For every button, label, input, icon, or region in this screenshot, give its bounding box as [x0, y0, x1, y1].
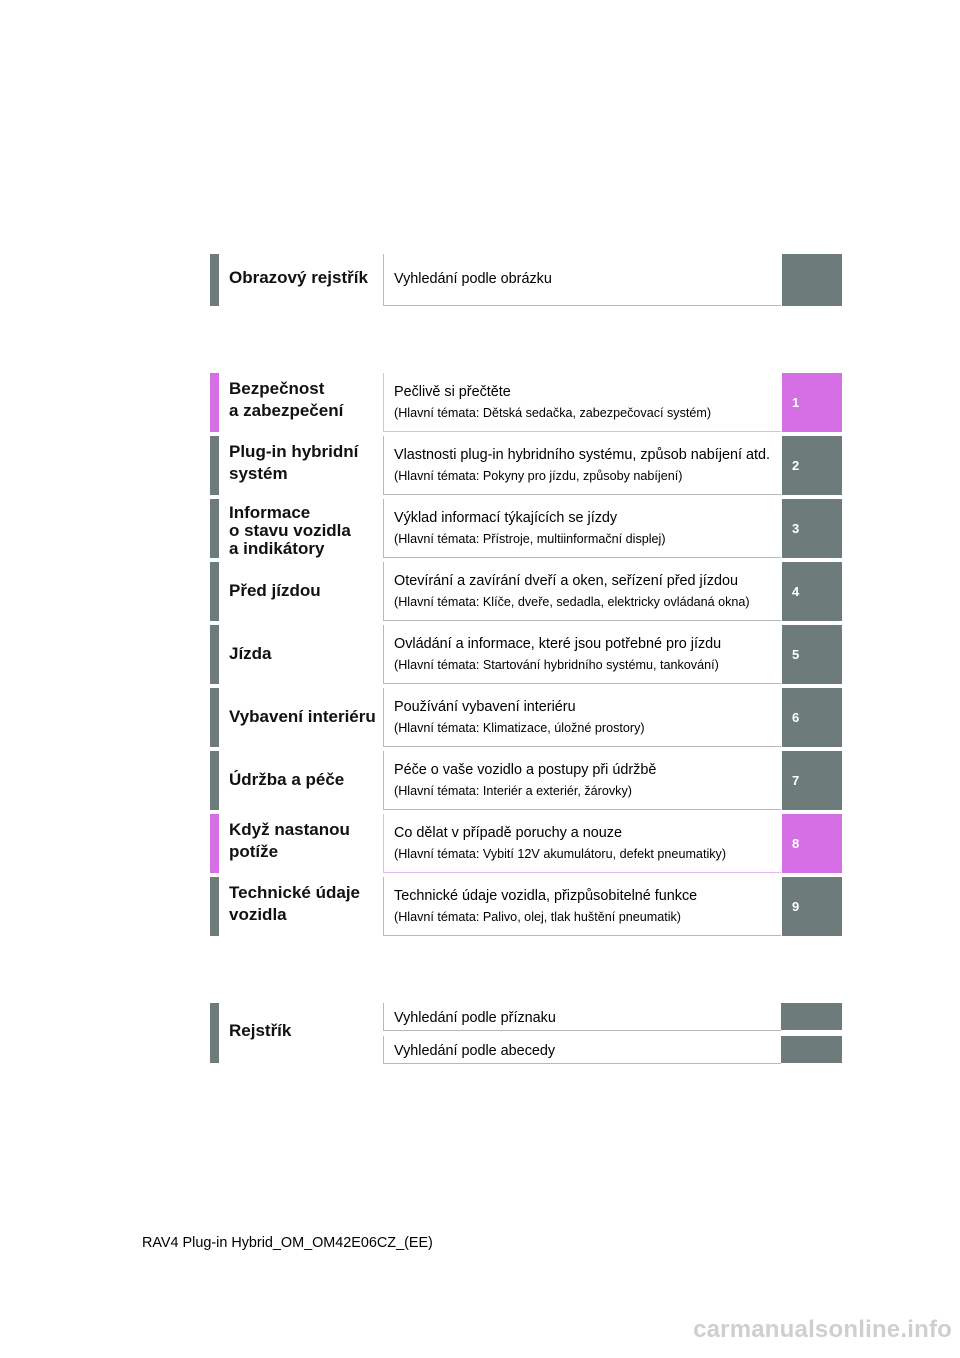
index-tab: [781, 1003, 842, 1030]
description-topics: (Hlavní témata: Palivo, olej, tlak huštění pneumatik): [394, 910, 681, 924]
chapter-description: [383, 562, 781, 621]
chapter-tab[interactable]: [782, 254, 842, 306]
description-topics: (Hlavní témata: Startování hybridního systému, tankování): [394, 658, 719, 672]
index-tab: [781, 1036, 842, 1063]
chapter-title: [229, 769, 385, 791]
chapter-row-8[interactable]: [210, 814, 842, 873]
description-main: Péče o vaše vozidlo a postupy při údržbě: [394, 762, 657, 778]
document-footer: RAV4 Plug-in Hybrid_OM_OM42E06CZ_(EE): [142, 1235, 433, 1251]
chapter-title: [229, 441, 385, 485]
chapter-number: 1: [792, 395, 800, 410]
chapter-title-line: Vybavení interiéru: [229, 707, 376, 726]
description-main: Používání vybavení interiéru: [394, 699, 576, 715]
chapter-number: 4: [792, 584, 800, 599]
chapter-row-1[interactable]: [210, 373, 842, 432]
chapter-number: 2: [792, 458, 800, 473]
index-item-label: Vyhledání podle abecedy: [394, 1043, 556, 1059]
chapter-tab[interactable]: [782, 373, 842, 432]
chapter-row-5[interactable]: [210, 625, 842, 684]
description-topics: (Hlavní témata: Přístroje, multiinformační displej): [394, 532, 666, 546]
section-bar: [210, 688, 219, 747]
chapter-title-line: a indikátory: [229, 539, 325, 558]
chapter-row-6[interactable]: [210, 688, 842, 747]
chapter-title-line: a zabezpečení: [229, 401, 344, 420]
description-main: Ovládání a informace, které jsou potřebné pro jízdu: [394, 636, 722, 652]
chapter-tab[interactable]: [782, 625, 842, 684]
chapter-tab[interactable]: [782, 814, 842, 873]
description-main: Pečlivě si přečtěte: [394, 384, 511, 400]
chapter-description: [383, 499, 781, 558]
chapter-number: 3: [792, 521, 800, 536]
description-main: Vlastnosti plug-in hybridního systému, způsob nabíjení atd.: [394, 447, 770, 463]
chapter-description: [383, 436, 781, 495]
chapter-title: [229, 819, 385, 863]
chapter-title: [229, 882, 385, 926]
chapter-title-line: o stavu vozidla: [229, 521, 351, 540]
chapter-description: [383, 625, 781, 684]
section-bar: [210, 254, 219, 306]
description-topics: (Hlavní témata: Dětská sedačka, zabezpečovací systém): [394, 406, 712, 420]
chapter-title-line: Bezpečnost: [229, 379, 325, 398]
chapter-title-line: potíže: [229, 842, 279, 861]
chapter-tab[interactable]: [782, 877, 842, 936]
chapter-tab[interactable]: [782, 751, 842, 810]
chapter-row-2[interactable]: [210, 436, 842, 495]
description-main: Technické údaje vozidla, přizpůsobitelné funkce: [394, 888, 698, 904]
description-topics: (Hlavní témata: Pokyny pro jízdu, způsoby nabíjení): [394, 469, 683, 483]
index-item-symptom[interactable]: [383, 1003, 960, 1031]
chapter-number: 6: [792, 710, 800, 725]
chapter-title-line: Informace: [229, 503, 311, 522]
chapter-row-7[interactable]: [210, 751, 842, 810]
chapter-title-line: Plug-in hybridní: [229, 442, 359, 461]
chapter-title-line: Technické údaje: [229, 883, 361, 902]
description-main: Výklad informací týkajících se jízdy: [394, 510, 618, 526]
chapter-number: 5: [792, 647, 800, 662]
section-bar: [210, 436, 219, 495]
chapter-title-line: Údržba a péče: [229, 770, 345, 789]
chapter-title-line: systém: [229, 464, 288, 483]
index-item-label: Vyhledání podle příznaku: [394, 1010, 556, 1026]
chapter-tab[interactable]: [782, 688, 842, 747]
description-topics: (Hlavní témata: Klimatizace, úložné prostory): [394, 721, 645, 735]
chapter-title-line: vozidla: [229, 905, 287, 924]
chapter-title-line: Když nastanou: [229, 820, 350, 839]
chapter-tab[interactable]: [782, 562, 842, 621]
chapter-description: [383, 751, 781, 810]
chapter-number: 8: [792, 836, 800, 851]
chapter-row-4[interactable]: [210, 562, 842, 621]
section-bar: [210, 814, 219, 873]
watermark: carmanualsonline.info: [693, 1316, 952, 1343]
index-row: [210, 1003, 842, 1063]
chapter-title: [229, 706, 385, 728]
section-bar: [210, 499, 219, 558]
section-bar: [210, 562, 219, 621]
chapter-description: [383, 688, 781, 747]
chapter-title: [229, 580, 385, 602]
chapter-number: 7: [792, 773, 800, 788]
chapter-description: [383, 814, 781, 873]
chapter-title: [229, 378, 385, 422]
section-bar: [210, 751, 219, 810]
description-topics: (Hlavní témata: Vybití 12V akumulátoru, defekt pneumatiky): [394, 847, 727, 861]
description-main: Otevírání a zavírání dveří a oken, seřízení před jízdou: [394, 573, 738, 589]
section-bar: [210, 373, 219, 432]
chapter-title-line: Jízda: [229, 644, 272, 663]
chapter-number: 9: [792, 899, 800, 914]
picture-index-row[interactable]: [210, 254, 842, 306]
section-bar: [210, 1003, 219, 1063]
chapter-description: [383, 373, 781, 432]
chapter-tab[interactable]: [782, 436, 842, 495]
section-description: [383, 254, 781, 306]
description-main: Co dělat v případě poruchy a nouze: [394, 825, 623, 841]
chapter-description: [383, 877, 781, 936]
chapter-row-9[interactable]: [210, 877, 842, 936]
chapter-title-line: Před jízdou: [229, 581, 321, 600]
description-topics: (Hlavní témata: Klíče, dveře, sedadla, elektricky ovládaná okna): [394, 595, 750, 609]
chapter-title: [229, 504, 385, 558]
description-main: Vyhledání podle obrázku: [394, 271, 552, 287]
chapter-row-3[interactable]: [210, 499, 842, 558]
index-item-alphabet[interactable]: [383, 1036, 960, 1064]
section-bar: [210, 877, 219, 936]
chapter-tab[interactable]: [782, 499, 842, 558]
section-title: Rejstřík: [229, 1021, 292, 1040]
chapter-title: [229, 643, 385, 665]
section-bar: [210, 625, 219, 684]
section-title: Obrazový rejstřík: [229, 268, 368, 287]
description-topics: (Hlavní témata: Interiér a exteriér, žárovky): [394, 784, 632, 798]
